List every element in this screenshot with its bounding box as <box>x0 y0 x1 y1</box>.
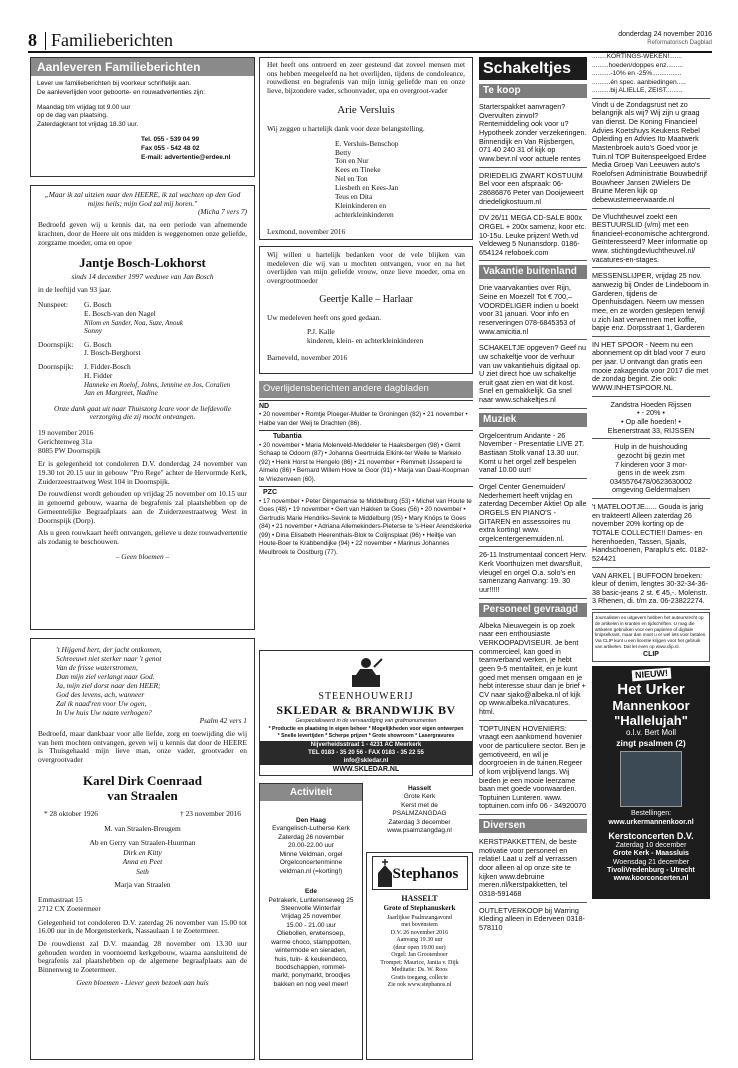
classified-ad: KERSTPAKKETTEN, de beste motivatie voor personeel en relatie! Laat u zelf al verrassen door alleen al op onze site te kijken www.debruine meren.nl/kerstpakketten, tel 0318-591468 <box>479 836 587 902</box>
bosch-flowers: – Geen bloemen – <box>115 551 170 561</box>
event-line[interactable]: Zie ook www.stephanos.nl <box>387 982 452 989</box>
family-place: Doornspijk: <box>38 362 74 372</box>
signer: Kees en Tineke <box>335 165 381 175</box>
straalen-intro: Bedroefd, maar dankbaar voor alle liefde, zorg en toewijding die wij van hem mochten ontvangen, geven wij u kennis dat door de HEERE is Thuisgehaald mijn lieve man, onze vader, grootvader en overgrootvader <box>38 728 247 765</box>
event-line: warme choco, stamppotten, <box>271 938 351 946</box>
aanleveren-email[interactable]: E-mail: advertentie@erdee.nl <box>141 153 231 161</box>
tubantia-entries: • 20 november • Maria Molenveld-Meddeler te Haaksbergen (98) • Gerrit Schaap te Odoorn (87) • Johanna Geertruida Elkink-ter Welle te Markelo (92) • Henk Horst te Hengelo (86) • 21 november • Remmelt IJsseperd te Almelo (86) • Bernard Willem Hove te Goor (91) • Marja van Daal-Koopman te Vriezenveen (60). <box>259 441 470 483</box>
skledar-points: * Snelle levertijden * Scherpe prijzen * Grote showroom * Lasergravures <box>277 733 455 739</box>
overlijdensberichten <box>259 381 473 643</box>
skledar-name2: SKLEDAR & BRANDWIJK BV <box>276 703 456 717</box>
section-title: Familieberichten <box>51 30 173 50</box>
event-line: (deur open 19.00 uur) <box>393 944 446 951</box>
urker-conductor: o.l.v. Bert Moll <box>625 728 677 738</box>
ad-line: Hulp in de huishouding <box>614 442 688 452</box>
family-member: Seth <box>136 866 149 876</box>
ad-line: omgeving Geldermalsen <box>612 485 690 495</box>
classified-ad: Drie vaarvakanties over Rijn, Seine en Moezel! Tot € 700,– VOORDELIGER indien u boekt voor 31 januari. Voor info en reserveringen 078-6845353 of www.amicitia.nl <box>479 282 587 340</box>
nd-entries: • 20 november • Romtje Ploeger-Mulder te Groningen (82) • 21 november • Halbe van der Weij te Drachten (86). <box>259 411 468 427</box>
concert-line: Grote Kerk - Maassluis <box>613 850 689 858</box>
family-place: Nunspeet: <box>38 300 68 310</box>
classified-ad: Albeka Nieuwegein is op zoek naar een enthousiaste VERKOOPADVISEUR. Je bent commercieel, kan goed in teamverband werken, je hebt geen 9-5 mentaliteit, en je kunt goed met mensen omgaan en je hebt interesse stuur dan je brief + CV naar sjako@albeka.nl of kijk op www.albeka.nl/vacatures. html. <box>479 620 587 721</box>
header-date: donderdag 24 november 2016 <box>618 31 712 38</box>
concert-line: Woensdag 21 december <box>612 858 690 866</box>
classified-ad: DV 26/11 MEGA CD-SALE 800x ORGEL + 200x samenz, koor etc. 10-15u. Leuke prijzen! Weth.vd Veldeweg 5 Nunansdorp. 0186-654124 refoboek.com <box>479 212 587 261</box>
death-notice-bosch <box>30 185 255 630</box>
classified-ad: DRIEDELIG ZWART KOSTUUM Bel voor een afspraak: 06-28686876 Peter van Dooijeweert driedeligkostuum.nl <box>479 170 587 211</box>
event-line: Zaterdag 3 december <box>388 818 451 826</box>
concert-line: TivoliVredenburg - Utrecht <box>607 867 695 874</box>
ad-line: 0345576478/0623630002 <box>610 476 692 486</box>
aanleveren-box <box>30 57 255 177</box>
family-member: E. Bosch-van den Nagel <box>84 308 156 318</box>
poem-line: Schreeuwt niet sterker naar 't genot <box>56 654 162 664</box>
skledar-email[interactable]: info@skledar.nl <box>343 757 389 764</box>
bosch-note: Onze dank gaat uit naar Thuiszorg Icare voor de liefdevolle verzorging die zij mocht ontvangen. <box>53 403 231 422</box>
harlaar-signer: kinderen, klein- en achterkleinkinderen <box>307 336 424 346</box>
thanks-versluis <box>259 57 473 240</box>
harlaar-name: Geertje Kalle – Harlaar <box>319 293 413 305</box>
family-member: G. Bosch <box>84 339 112 349</box>
stephanos-ad <box>366 852 473 1060</box>
classified-ad: Orgel Center Genemuiden/ Nederhemert heeft vrijdag en zaterdag December Aktie! Op alle ORGELS EN PIANO'S - GITAREN en assessoires nu extra korting! www. orgelcentergenemuiden.nl. <box>479 481 587 547</box>
ad-line: .........hoeden/doppes enz......... <box>592 61 683 69</box>
bosch-condoleance: Er is gelegenheid tot condoleren D.V. donderdag 24 november van 19.30 tot 20.15 uur in gebouw "Pro Rege" achter de Hervormde Kerk, Zuiderzeestraatweg West 104 in Doornspijk. <box>38 459 247 486</box>
activiteit-box <box>259 783 363 1060</box>
family-member: Hanneke en Roelof, Johns, Jennine en Jos, Coralien <box>84 380 231 389</box>
urker-new-badge: NIEUW! <box>631 668 671 681</box>
poem-line: Van de frisse waterstromen, <box>56 663 138 673</box>
ad-line: gezocht bij gezin met <box>617 450 685 460</box>
family-member: Ab en Gerry van Straalen-Huurman <box>89 837 196 847</box>
signer: achterkleinkinderen <box>335 209 394 219</box>
family-member: Anna en Peet <box>122 857 163 867</box>
ad-line: Elsenerstraat 33, RIJSSEN <box>607 425 695 435</box>
event-line[interactable]: www.psalmzangdag.nl <box>387 827 452 835</box>
skledar-ad <box>259 650 473 776</box>
ede-title: Ede <box>305 888 317 896</box>
skledar-name1: STEENHOUWERIJ <box>318 691 414 702</box>
event-line: 15.00 - 21.00 uur <box>286 921 336 929</box>
poem-line: In Uw huis Uw naam verhogen? <box>56 708 152 718</box>
aanleveren-line: Zaterdagkrant tot vrijdag 18.30 uur. <box>37 121 139 129</box>
classified-ad: SCHAKELTJE opgeven? Geef nu uw schakeltje voor de verhuur van uw vakantiehuis digitaal op. U ziet direct hoe uw schakeltje eruit gaat zien en wat dit kost. Snel en gemakkelijk. Ga snel naar www.schakeltjes.nl <box>479 342 587 408</box>
poem-line: 't Hijgend hert, der jacht ontkomen, <box>56 645 162 654</box>
aanleveren-title: Aanleveren Familieberichten <box>31 58 254 76</box>
event-line: veldman.nl (=korting!) <box>279 867 343 875</box>
bosch-name: Jantje Bosch-Lokhorst <box>79 255 206 271</box>
harlaar-text: Wij willen u hartelijk bedanken voor de vele blijken van medeleven die wij van u mochten ontvangen, voor en na het overlijden van mijn geliefde vrouw, onze lieve moeder, oma en overgrootmoeder <box>267 250 465 286</box>
pzc-entries: • 17 november • Peter Dingemanse te Middelburg (53) • Michel van Houte te Goes (48) • 19 november • Gert van Hakken te Goes (56) • 20 november • Gertrudis Marie Hendriks-Sevink te Middelburg (95) • Mary Knöps te Goes (84) • 21 november • Adriana Allemekinders-Pieterse te 's-Heer Arendskerke (99) • Dina Elisabeth Heerenthals-Blok te Colijnsplaat (96) • Heiltje van Houte-Boer te Krabbendijke (94) • 22 november • Marinus Johannes Meulbroek te Oostburg (77). <box>259 497 472 556</box>
schakeltjes-column <box>479 57 587 1062</box>
clip-logo: CLIP <box>643 650 659 658</box>
signer: Teus en Dita <box>335 191 373 201</box>
straalen-name: van Straalen <box>107 788 178 804</box>
event-line: Petrakerk, Lunterenseweg 25 <box>268 896 354 904</box>
stephanos-logo <box>372 856 468 890</box>
event-line: wintermode en sieraden, <box>275 947 347 955</box>
straalen-born: * 28 oktober 1926 <box>44 808 98 818</box>
family-member: Dirk en Kitty <box>123 847 162 857</box>
classified-ad: Orgelcentrum Andante - 26 November - Presentatie LIVE 2T. Bastiaan Stolk vanaf 13.30 uur. Komt u het orgel zelf bespelen vanaf 10.00 uur! <box>479 430 587 479</box>
bosch-address: Gerichtenweg 31a <box>38 436 92 446</box>
versluis-signers <box>267 140 465 220</box>
versluis-place: Lexmond, november 2016 <box>267 226 346 236</box>
right-column <box>592 53 710 1063</box>
dh-title: Den Haag <box>296 817 326 824</box>
aanleveren-line: op de dag van plaatsing. <box>37 112 108 120</box>
header-paper: Reformatorisch Dagblad <box>647 40 712 46</box>
urker-concerts-website[interactable]: www.koorconcerten.nl <box>613 875 689 883</box>
event-line: Vrijdag 25 november <box>281 913 341 921</box>
aanleveren-line: Lever uw familieberichten bij voorkeur schriftelijk aan. <box>37 80 191 88</box>
event-line: boodschappen, rommel- <box>275 964 347 971</box>
event-line: Trompet: Maurice, Janita v. Dijk <box>380 959 459 966</box>
schakeltjes-title: Schakeltjes <box>479 57 587 80</box>
cat-diversen: Diversen <box>479 819 587 833</box>
bosch-intro: Bedroefd geven wij u kennis dat, na een periode van afnemende krachten, door de Heere uit ons midden is weggenomen onze geliefde, zorgzame moeder, oma en opoe <box>38 220 247 247</box>
urker-subtitle: zingt psalmen (2) <box>616 738 686 749</box>
straalen-flowers: Geen bloemen - Liever geen bezoek aan huis <box>76 977 209 987</box>
classified-ad: 26-11 Instrumentaal concert Herv. Kerk Voorthuizen met dwarsfluit, vleugel en orgel O.a. solo's en samenzang Aanvang: 19. 30 uur!!!!! <box>479 549 587 598</box>
family-member: J. Fidder-Bosch <box>84 362 131 372</box>
overlijden-title: Overlijdensberichten andere dagbladen <box>259 381 473 398</box>
poem-line: Dan mijn ziel verlangt naar God. <box>56 672 155 682</box>
straalen-name: Karel Dirk Coenraad <box>83 772 202 788</box>
harlaar-signer: P.J. Kalle <box>307 327 335 337</box>
label-tubantia: Tubantia <box>273 433 302 441</box>
ad-line: ..........én spec. aanbiedingen..... <box>592 78 686 86</box>
thanks-harlaar <box>259 246 473 374</box>
concert-line: Zaterdag 10 december <box>615 841 687 849</box>
skledar-phone: TEL 0183 - 35 20 56 - FAX 0183 - 35 22 55 <box>308 749 424 756</box>
page-number: 8 <box>28 30 37 50</box>
family-place: Doornspijk: <box>38 339 74 349</box>
classified-ad: 't MATELOOTJE...... Gouda is jarig en trakteert! Alleen zaterdag 26 november 20% korting op de TOTALE COLLECTIE!! Dames- en herenhoeden, Tassen, Sjaals, Handschoenen, Paraplu's etc. 0182-524421 <box>592 501 710 567</box>
ad-line: 7 kinderen voor 3 mor- <box>614 459 688 469</box>
family-member: Jan en Margreet, Nadine <box>84 387 158 397</box>
church-icon <box>375 859 395 887</box>
bosch-quote-ref: (Micha 7 vers 7) <box>197 207 247 217</box>
straalen-poem <box>38 645 247 717</box>
event-line: bakken en nog veel meer! <box>273 980 349 988</box>
stonemason-icon <box>346 655 386 689</box>
straalen-died: † 23 november 2016 <box>180 808 241 818</box>
event-line: Orgelconcertenminne <box>279 859 343 867</box>
page-header <box>28 30 712 52</box>
event-line: markt, ponymarkt, broodjes <box>271 972 351 980</box>
event-line: 20.00-22.00 uur <box>288 842 334 850</box>
classified-ad: OUTLETVERKOOP bij Warring Kleding alleen in Ederveen 0318-578110 <box>479 905 585 932</box>
hulp-ad <box>592 441 710 499</box>
poem-line: God des levens, ach, wanneer <box>56 690 145 700</box>
album-cover-image <box>620 751 682 807</box>
family-member: J. Bosch-Berghorst <box>84 348 141 358</box>
skledar-contact <box>260 741 472 765</box>
ad-line: gens in de week zsm <box>617 468 685 478</box>
activiteit-title: Activiteit <box>260 784 362 801</box>
bosch-date: 19 november 2016 <box>38 428 94 438</box>
poem-line: Zal ik naad'ren voor Uw ogen, <box>56 699 147 709</box>
bosch-since: sinds 14 december 1997 weduwe van Jan Bosch <box>71 271 214 281</box>
ad-line: • Op alle hoeden! • <box>621 416 681 426</box>
classified-ad: VAN ARKEL | BUFFOON broeken: kleur of denim, lengtes 30-32-34-36-38 basic-jeans 2 st. € 45,-. Molenstr. 3 Rhenen, di. t/m za. 06-23822274. <box>592 570 710 611</box>
harlaar-place: Barneveld, november 2016 <box>267 352 348 362</box>
classified-ad: TOPTUINEN HOVENIERS: vraagt een aankomend hovenier voor de particuliere sector. Ben je gemotiveerd, en wil je doorgroeien in de tuinen.Regeer of kom vrijblijvend langs. Wij bieden je een mooie leerzame baan met goede voorwaarden. Toptuinen Lunteren. www. toptuinen.com info 06 - 34920070 <box>479 723 587 815</box>
bosch-address: 8085 PW Doornspijk <box>38 445 101 455</box>
skledar-address: Nijverheidsstraat 1 - 4231 AC Meerkerk <box>310 742 422 748</box>
ad-line: ..........-10% en -25%................ <box>592 70 682 78</box>
event-line: Kerst met de <box>401 801 438 809</box>
aanleveren-line: Maandag t/m vrijdag tot 9.00 uur <box>37 103 131 111</box>
versluis-text: Het heeft ons ontroerd en zeer gesteund dat zoveel mensen met ons hebben meegeleefd na het overlijden, tijdens de condoleance, rouwdienst en begrafenis van mijn innig geliefde man en onze lieve, bijzondere vader, schoonvader, opa en overgroot-vader <box>267 60 465 96</box>
straalen-address: 2712 CX Zoetermeer <box>38 903 101 913</box>
poem-line: Ja, mijn ziel dorst naar den HEER; <box>56 681 161 691</box>
cat-personeel: Personeel gevraagd <box>479 603 587 617</box>
event-line: Minne Veldman, orgel <box>279 850 343 858</box>
stephanos-subtitle: Grote of Stephanuskerk <box>383 904 456 912</box>
aanleveren-tel: Tel. 055 - 539 04 99 <box>141 135 200 143</box>
label-nd: ND <box>259 402 270 410</box>
zandstra-ad <box>592 399 710 440</box>
classified-ad: MESSENSLIJPER, vrijdag 25 nov. aanwezig bij Onder de Lindeboom in Garderen, tijdens de Openhuisdagen. Neem uw messen mee, en ze worden geslepen terwijl u zich laat verwennen met koffie, bapje enz. Dorpsstraat 1, Garderen <box>592 270 710 336</box>
signer: Liesbeth en Kees-Jan <box>335 183 399 193</box>
straalen-condoleance: Gelegenheid tot condoleren D.V. zaterdag 26 november van 15.00 tot 16.00 uur in de Morgensterkerk, Nassaulaan 1 te Zoetermeer. <box>38 917 247 936</box>
straalen-rouwdienst: De rouwdienst zal D.V. maandag 28 november om 13.30 uur gehouden worden in voornoemd kerkgebouw, waarna aansluitend de begrafenis zal plaatshebben op de algemene begraafplaats aan de Binnenweg te Zoetermeer. <box>38 939 247 975</box>
bosch-rouwdienst: De rouwdienst wordt gehouden op vrijdag 25 november om 10.15 uur in genoemd gebouw, waarna de begrafenis zal plaatshebben op de Gemeentelijke Begraafplaats aan de Zuiderzeestraatweg West in Doornspijk (Dorp). <box>38 489 247 525</box>
family-member: H. Fidder <box>84 370 113 380</box>
hasselt-event <box>366 783 473 847</box>
ad-line: • - 20% • <box>637 408 665 418</box>
signer: Betty <box>335 147 352 157</box>
event-line: PSALMZANGDAG <box>392 810 447 818</box>
skledar-points: * Productie en plaatsing in eigen beheer * Mogelijkheden voor eigen ontwerpen <box>268 726 464 732</box>
event-line: huis, tuin- & keukendeco, <box>274 955 348 963</box>
stephanos-title: HASSELT <box>401 894 438 903</box>
ad-line: ........KORTINGS-WEKEN!....... <box>592 53 683 60</box>
urker-album: "Hallelujah" <box>614 712 688 728</box>
cat-te-koop: Te koop <box>479 84 587 98</box>
urker-title: Mannenkoor <box>612 697 690 713</box>
event-line: Orgel: Jan Grootenboer <box>391 952 448 959</box>
classified-ad: IN HET SPOOR - Neem nu een abonnement op dit blad voor 7 euro per jaar. U ontvangt dan gratis een mooie zakagenda voor 2017 die met de zondag begint. Zie ook: WWW.INHETSPOOR.NL <box>592 339 710 397</box>
event-line: Grote Kerk <box>403 793 436 801</box>
versluis-name: Arie Versluis <box>337 103 395 116</box>
cat-vakantie: Vakantie buitenland <box>479 265 587 279</box>
family-member: Marja van Straalen <box>114 880 171 890</box>
classified-ad: Starterspakket aanvragen? Overvulten zinvol? Rentemiddeling ook voor u? Hypotheek zonder verzekeringen. Binnendijk en Van Rijsbergen, 071 40 240 31 of kijk op www.bevr.nl voor actuele rentes <box>479 101 587 167</box>
event-line: Meditatie: Ds. W. Roos <box>391 967 448 974</box>
skledar-tagline: Gespecialiseerd in de vervaardiging van grafmonumenten <box>295 718 437 724</box>
ad-line: Zandstra Hoeden Rijssen <box>610 399 692 409</box>
family-member: Nilom en Sander, Noa, Suze, Anouk <box>84 318 184 327</box>
event-line: Oliebollen, erwtensoep, <box>277 930 345 938</box>
bosch-quote: „Maar ik zal uitzien naar den HEERE, ik zal wachten op den God mijns heils; mijn God zal mij horen." <box>44 190 241 208</box>
family-member: G. Bosch <box>84 300 112 310</box>
event-line: Jaarlijkse Psalmzangavond <box>387 914 452 921</box>
aanleveren-line: De aanleverlijden voor geboorte- en rouwadvertenties zijn: <box>37 88 206 96</box>
ad-line: ..........bij ALIELLE, ZEIST......... <box>592 87 683 95</box>
clip-notice <box>592 612 710 662</box>
stephanos-wordmark: Stephanos <box>392 866 459 882</box>
label-pzc: PZC <box>263 489 277 497</box>
cat-muziek: Muziek <box>479 413 587 427</box>
urker-website[interactable]: www.urkermannenkoor.nl <box>608 818 694 826</box>
event-line: Aanvang 19.30 uur <box>396 937 443 944</box>
family-member: M. van Straalen-Breugem <box>104 824 181 834</box>
aanleveren-fax: Fax 055 - 542 48 02 <box>141 144 200 152</box>
urker-title: Het Urker <box>617 681 685 699</box>
bosch-age: in de leeftijd van 93 jaar. <box>38 285 112 295</box>
event-line: met bovenstem <box>401 922 438 929</box>
signer: Kleinkinderen en <box>335 200 387 210</box>
event-line: Zaterdag 26 november <box>278 833 344 841</box>
signer: Ton en Nur <box>335 156 369 166</box>
straalen-address: Emmastraat 15 <box>38 895 83 905</box>
event-line: Gratis toegang, collecte <box>391 974 448 981</box>
bosch-rouwkaart: Als u geen rouwkaart heeft ontvangen, gelieve u deze rouwadvertentie als zodanig te beschouwen. <box>38 528 247 547</box>
hasselt-title: Hasselt <box>407 785 432 792</box>
signer: E. Versluis-Benschop <box>335 138 399 148</box>
skledar-web[interactable]: WWW.SKLEDAR.NL <box>332 766 400 773</box>
urker-order-label: Bestellingen: <box>630 810 672 818</box>
clip-text: Journalisten en uitgevers hebben het auteursrecht op de artikelen in kranten en tijdschriften. U mag die artikelen gebruiken voor een papieren of digitale knipselkrant, maar dan moet u er wel iets voor betalen. Via CLIP kunt u een licentie krijgen voor het gebruik van artikelen. Dat let even op www.clip.nl. <box>595 615 707 649</box>
versluis-thanks: Wij zeggen u hartelijk dank voor deze belangstelling. <box>267 123 425 133</box>
event-line: D.V. 26 november 2016 <box>390 929 449 936</box>
signer: Nel en Ton <box>335 174 368 184</box>
classified-ad: Vindt u de Zondagsrust net zo belangrijk als wij? Wij zijn u graag van dienst. De Koning Financieel Advies Koetshuys Keukens Rebel Opleiding en Advies Ito Maatwerk Mastenbroek auto's Goed voor je Tuin.nl TOP Buitenspeelgoed Erdee Media Groep Van Leeuwen auto's Roelofsen Administratie Bouwbedrijf Bouwheer Jansen 2Wielers De Bruine Meren kijk op debewustemeerwaarde.nl <box>592 99 710 209</box>
classified-ad: De Vluchtheuvel zoekt een BESTUURSLID (v/m) met een financieel-economische achtergrond. Geïnteresseerd? Meer informatie op www. stichtingdevluchtheuvel.nl/ vacatures-en-stages. <box>592 211 710 269</box>
header-divider <box>45 32 46 50</box>
kortings-ad <box>592 53 710 99</box>
event-line: Steenvolle Winterfair <box>281 904 341 912</box>
event-line: Evangelisch-Lutherse Kerk <box>272 825 350 833</box>
urker-concerts: Kerstconcerten D.V. <box>608 831 694 842</box>
straalen-psalm-ref: Psalm 42 vers 1 <box>199 716 247 726</box>
family-member: Sonny <box>84 325 103 335</box>
death-notice-straalen <box>30 638 255 1060</box>
urker-ad <box>592 666 710 899</box>
harlaar-thanks: Uw medeleven heeft ons goed gedaan. <box>267 312 382 322</box>
